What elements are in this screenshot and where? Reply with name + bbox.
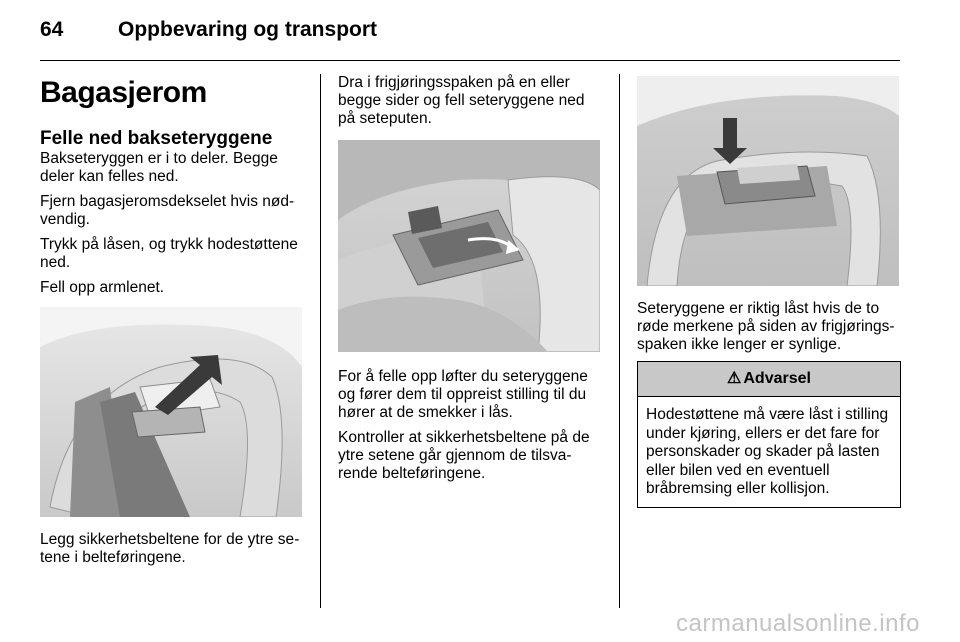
sub-title: Felle ned bakseteryggene — [40, 128, 273, 149]
figure-headrest-lock — [40, 307, 302, 517]
page-header — [40, 18, 900, 48]
column-2 — [338, 74, 602, 490]
chapter-title: Oppbevaring og transport — [118, 18, 378, 41]
page-number: 64 — [40, 18, 64, 41]
column-1 — [40, 74, 302, 574]
paragraph: Legg sikkerhetsbeltene for de ytre setene i belteføringene. — [40, 531, 300, 566]
paragraph: For å felle opp løfter du seteryggene og fører dem til oppreist stilling til du hører at de smekker i lås. — [338, 368, 588, 421]
paragraph: Seteryggene er riktig låst hvis de to røde merkene på siden av frigjøringsspaken ikke lenger er synlige. — [637, 300, 895, 353]
paragraph: Fjern bagasjeromsdekselet hvis nødvendig. — [40, 193, 295, 228]
figure-red-marks — [637, 76, 899, 286]
paragraph: Dra i frigjøringsspaken på en eller begge sider og fell seteryggene ned på seteputen. — [338, 74, 585, 127]
warning-header — [638, 362, 900, 397]
warning-triangle-icon: ⚠ — [727, 370, 742, 387]
section-title: Bagasjerom — [40, 76, 207, 109]
warning-box — [637, 361, 901, 508]
warning-body: Hodestøttene må være låst i stilling under kjøring, ellers er det fare for personskader og skader på lasten eller bilen ved en eventuell bråbremsing eller kollisjon. — [646, 406, 889, 497]
paragraph: Kontroller at sikkerhetsbeltene på de ytre setene går gjennom de tilsvarende belteføringene. — [338, 429, 590, 482]
header-rule — [40, 60, 900, 61]
column-divider-2 — [619, 74, 620, 608]
paragraph: Trykk på låsen, og trykk hodestøttene ned. — [40, 236, 298, 271]
paragraph: Fell opp armlenet. — [40, 279, 165, 296]
paragraph: Bakseteryggen er i to deler. Begge deler kan felles ned. — [40, 150, 278, 185]
figure-release-lever — [338, 140, 600, 352]
warning-title: Advarsel — [743, 370, 811, 387]
column-3 — [637, 74, 901, 508]
column-divider-1 — [320, 74, 321, 608]
watermark: carmanualsonline.info — [676, 610, 920, 637]
